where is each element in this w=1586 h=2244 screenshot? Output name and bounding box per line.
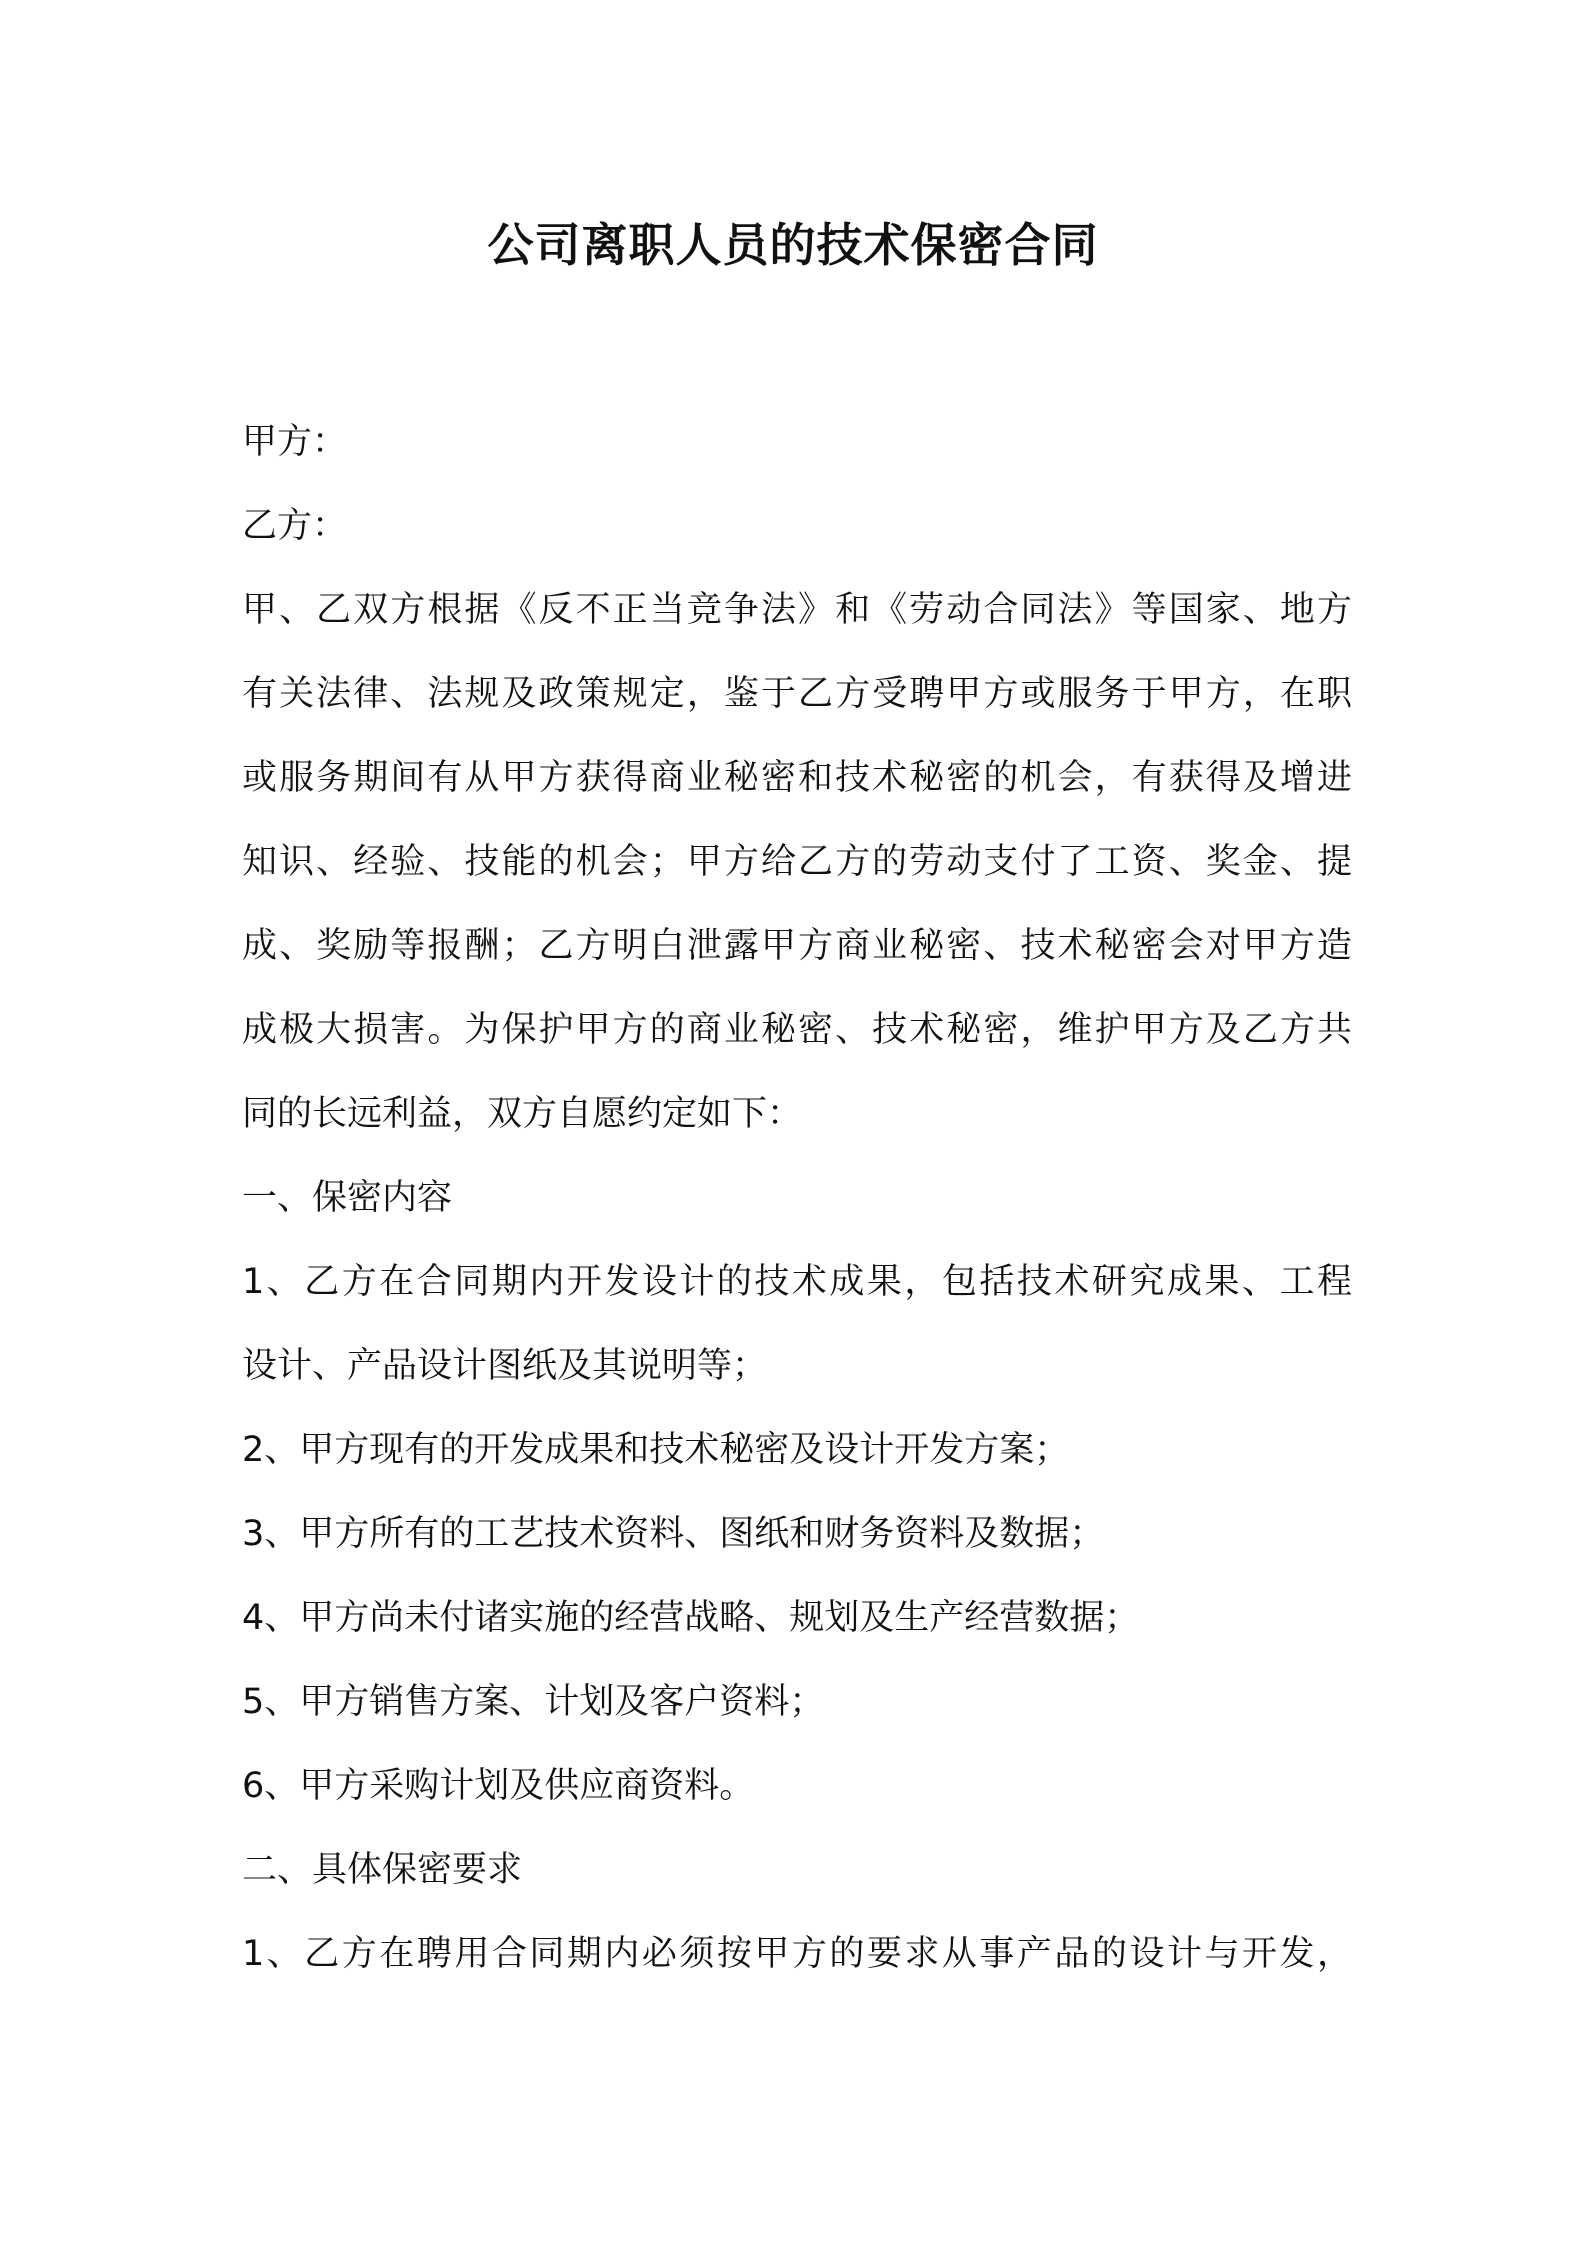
text-line: 成、奖励等报酬；乙方明白泄露甲方商业秘密、技术秘密会对甲方造 [242, 926, 1352, 966]
text-line: 二、具体保密要求 [242, 1850, 523, 1890]
text-line: 甲、乙双方根据《反不正当竞争法》和《劳动合同法》等国家、地方 [242, 590, 1352, 630]
text-line: 同的长远利益，双方自愿约定如下： [242, 1094, 803, 1134]
text-line: 1、乙方在聘用合同期内必须按甲方的要求从事产品的设计与开发， [242, 1934, 1352, 1974]
text-line: 知识、经验、技能的机会；甲方给乙方的劳动支付了工资、奖金、提 [242, 842, 1352, 882]
text-line: 一、保密内容 [242, 1178, 453, 1218]
text-line: 1、乙方在合同期内开发设计的技术成果，包括技术研究成果、工程 [242, 1262, 1352, 1302]
document-title: 公司离职人员的技术保密合同 [487, 218, 1099, 272]
text-line: 5、甲方销售方案、计划及客户资料； [242, 1682, 825, 1722]
text-line: 4、甲方尚未付诸实施的经营战略、规划及生产经营数据； [242, 1598, 1140, 1638]
text-line: 2、甲方现有的开发成果和技术秘密及设计开发方案； [242, 1430, 1070, 1470]
document-body [242, 400, 1352, 1996]
text-line: 或服务期间有从甲方获得商业秘密和技术秘密的机会，有获得及增进 [242, 758, 1352, 798]
text-line: 设计、产品设计图纸及其说明等； [242, 1346, 768, 1386]
text-line: 成极大损害。为保护甲方的商业秘密、技术秘密，维护甲方及乙方共 [242, 1010, 1352, 1050]
text-line: 6、甲方采购计划及供应商资料。 [242, 1766, 755, 1806]
text-line: 甲方： [242, 422, 348, 462]
text-line: 有关法律、法规及政策规定，鉴于乙方受聘甲方或服务于甲方，在职 [242, 674, 1352, 714]
text-line: 3、甲方所有的工艺技术资料、图纸和财务资料及数据； [242, 1514, 1105, 1554]
text-line: 乙方： [242, 506, 348, 546]
